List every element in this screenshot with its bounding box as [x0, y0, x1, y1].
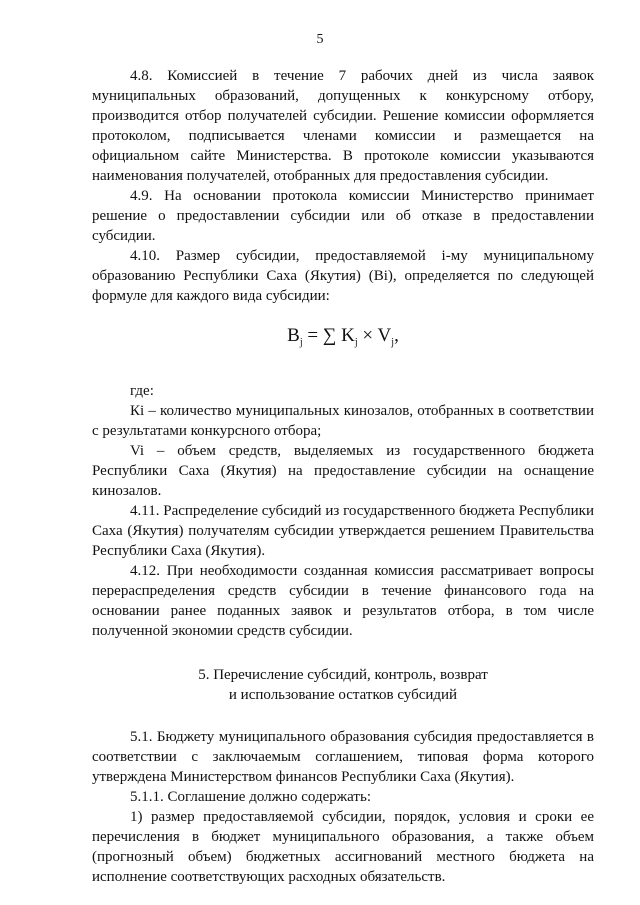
subsidy-formula: [92, 324, 594, 355]
paragraph-4-11: 4.11. Распределение субсидий из государственного бюджета Республики Саха (Якутия) получателям субсидии утверждается решением Правительства Республики Саха (Якутия).: [92, 503, 594, 559]
paragraph-5-1-1: 5.1.1. Соглашение должно содержать:: [130, 789, 371, 805]
paragraph-ki-definition: Кi – количество муниципальных кинозалов, отобранных в соответствии с результатами конкурсного отбора;: [92, 403, 594, 439]
formula-v-sub: j: [391, 337, 395, 348]
paragraph-4-10: 4.10. Размер субсидии, предоставляемой i-му муниципальному образованию Республики Саха (Якутия) (Bi), определяется по следующей формуле для каждого вида субсидии:: [92, 248, 594, 304]
formula-v: V: [377, 325, 392, 346]
paragraph-4-9: 4.9. На основании протокола комиссии Министерство принимает решение о предоставлении субсидии или об отказе в предоставлении субсидии.: [92, 188, 594, 244]
formula-times: ×: [357, 325, 378, 346]
section-5-heading-line2: и использование остатков субсидий: [228, 687, 458, 703]
paragraph-where: где:: [130, 383, 154, 399]
page-number: 5: [316, 32, 324, 47]
formula-tail: ,: [394, 325, 399, 346]
section-5-heading: [92, 665, 594, 705]
paragraph-4-12: 4.12. При необходимости созданная комиссия рассматривает вопросы перераспределения средств субсидии в течение финансового года на основании ранее поданных заявок и результатов отбора, в том числе полученной экономии средств субсидии.: [92, 563, 594, 639]
paragraph-4-8: 4.8. Комиссией в течение 7 рабочих дней из числа заявок муниципальных образований, допущенных к конкурсному отбору, производится отбор получателей субсидии. Решение комиссии оформляется протоколом, подписывается членами комиссии и размещается на официальном сайте Министерства. В протоколе комиссии указываются наименования получателей, отобранных для предоставления субсидии.: [92, 68, 594, 184]
formula-k-sub: j: [354, 337, 358, 348]
formula-lhs: B: [287, 325, 300, 346]
formula-lhs-sub: j: [299, 337, 303, 348]
section-5-heading-line1: 5. Перечисление субсидий, контроль, возврат: [198, 667, 488, 683]
paragraph-vi-definition: Vi – объем средств, выделяемых из государственного бюджета Республики Саха (Якутия) на предоставление субсидии на оснащение кинозалов.: [92, 443, 594, 499]
document-body: [92, 66, 594, 887]
formula-operator: = ∑: [302, 325, 342, 346]
formula-k: K: [341, 325, 355, 346]
paragraph-5-1-1-item-1: 1) размер предоставляемой субсидии, порядок, условия и сроки ее перечисления в бюджет муниципального образования, а также объем (прогнозный объем) бюджетных ассигнований местного бюджета на исполнение соответствующих расходных обязательств.: [92, 809, 594, 885]
paragraph-5-1: 5.1. Бюджету муниципального образования субсидия предоставляется в соответствии с заключаемым соглашением, типовая форма которого утверждена Министерством финансов Республики Саха (Якутия).: [92, 729, 594, 785]
